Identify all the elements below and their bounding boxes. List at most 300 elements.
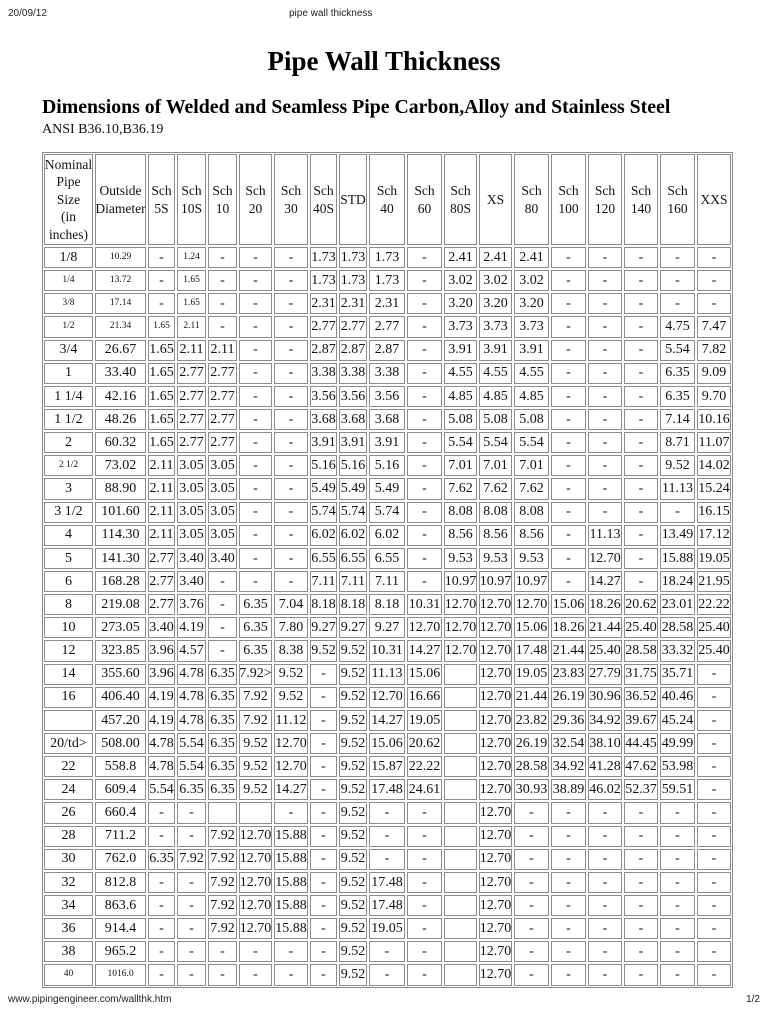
wall-thickness-cell: 12.70 — [479, 826, 512, 847]
wall-thickness-cell: 12.70 — [479, 617, 512, 638]
wall-thickness-cell: 26.19 — [551, 687, 586, 708]
wall-thickness-cell: - — [274, 941, 308, 962]
nominal-pipe-size-cell: 3/8 — [44, 293, 93, 314]
wall-thickness-cell: - — [239, 571, 272, 592]
wall-thickness-cell: - — [514, 895, 549, 916]
wall-thickness-cell: 6.35 — [660, 386, 695, 407]
wall-thickness-cell: 5.54 — [660, 340, 695, 361]
nominal-pipe-size-cell: 1/4 — [44, 270, 93, 291]
wall-thickness-cell — [239, 802, 272, 823]
wall-thickness-cell: 6.02 — [339, 525, 367, 546]
wall-thickness-cell: - — [239, 340, 272, 361]
outside-diameter-cell: 711.2 — [95, 826, 146, 847]
wall-thickness-cell: - — [208, 640, 237, 661]
wall-thickness-cell: 17.12 — [697, 525, 731, 546]
wall-thickness-cell: - — [588, 826, 622, 847]
nominal-pipe-size-cell: 5 — [44, 548, 93, 569]
wall-thickness-cell: 2.31 — [369, 293, 405, 314]
wall-thickness-cell: - — [369, 849, 405, 870]
wall-thickness-cell: 2.77 — [148, 548, 175, 569]
wall-thickness-cell — [444, 918, 477, 939]
wall-thickness-cell: 9.52 — [339, 872, 367, 893]
wall-thickness-cell: - — [274, 478, 308, 499]
wall-thickness-cell: 5.49 — [339, 478, 367, 499]
wall-thickness-cell: 3.02 — [514, 270, 549, 291]
wall-thickness-cell: - — [551, 386, 586, 407]
outside-diameter-cell: 323.85 — [95, 640, 146, 661]
wall-thickness-cell: 49.99 — [660, 733, 695, 754]
wall-thickness-cell: 4.78 — [177, 664, 206, 685]
wall-thickness-cell: 31.75 — [624, 664, 658, 685]
wall-thickness-cell: 3.91 — [369, 432, 405, 453]
wall-thickness-cell: 9.52 — [310, 640, 337, 661]
wall-thickness-cell: 1.73 — [339, 270, 367, 291]
wall-thickness-cell: 9.52 — [339, 849, 367, 870]
wall-thickness-cell: - — [551, 802, 586, 823]
wall-thickness-cell: - — [407, 340, 442, 361]
wall-thickness-cell: 38.89 — [551, 779, 586, 800]
wall-thickness-cell: - — [310, 802, 337, 823]
wall-thickness-cell: 12.70 — [369, 687, 405, 708]
wall-thickness-cell: 9.52 — [339, 779, 367, 800]
wall-thickness-cell: 7.62 — [444, 478, 477, 499]
wall-thickness-cell: 28.58 — [624, 640, 658, 661]
wall-thickness-cell: 3.96 — [148, 640, 175, 661]
nominal-pipe-size-cell: 6 — [44, 571, 93, 592]
wall-thickness-cell: 36.52 — [624, 687, 658, 708]
wall-thickness-cell: 2.77 — [177, 386, 206, 407]
wall-thickness-cell: - — [624, 548, 658, 569]
wall-thickness-cell: - — [551, 340, 586, 361]
wall-thickness-cell: - — [697, 941, 731, 962]
wall-thickness-cell: 7.92 — [208, 918, 237, 939]
wall-thickness-cell: 2.11 — [148, 525, 175, 546]
wall-thickness-cell: 17.48 — [369, 895, 405, 916]
nominal-pipe-size-cell: 26 — [44, 802, 93, 823]
wall-thickness-cell: - — [239, 247, 272, 268]
wall-thickness-table — [42, 152, 733, 988]
wall-thickness-cell: - — [208, 571, 237, 592]
wall-thickness-cell: 59.51 — [660, 779, 695, 800]
outside-diameter-cell: 660.4 — [95, 802, 146, 823]
wall-thickness-cell: 10.31 — [369, 640, 405, 661]
wall-thickness-cell: 25.40 — [624, 617, 658, 638]
wall-thickness-cell: 9.09 — [697, 363, 731, 384]
wall-thickness-cell: 27.79 — [588, 664, 622, 685]
wall-thickness-cell — [208, 802, 237, 823]
wall-thickness-cell — [444, 687, 477, 708]
wall-thickness-cell: 1.73 — [310, 270, 337, 291]
nominal-pipe-size-cell — [44, 710, 93, 731]
wall-thickness-cell: 21.95 — [697, 571, 731, 592]
wall-thickness-cell: 5.54 — [148, 779, 175, 800]
wall-thickness-cell: 12.70 — [479, 802, 512, 823]
wall-thickness-cell: - — [697, 733, 731, 754]
wall-thickness-cell: 12.70 — [479, 710, 512, 731]
wall-thickness-cell — [444, 779, 477, 800]
wall-thickness-cell: 12.70 — [479, 687, 512, 708]
wall-thickness-cell: 20.62 — [624, 594, 658, 615]
wall-thickness-cell: 7.04 — [274, 594, 308, 615]
wall-thickness-cell: - — [697, 849, 731, 870]
wall-thickness-cell: 2.87 — [369, 340, 405, 361]
wall-thickness-cell: - — [177, 964, 206, 985]
wall-thickness-cell: - — [697, 664, 731, 685]
wall-thickness-cell: - — [588, 849, 622, 870]
wall-thickness-cell: 16.66 — [407, 687, 442, 708]
wall-thickness-cell: - — [148, 270, 175, 291]
wall-thickness-cell: 26.19 — [514, 733, 549, 754]
wall-thickness-cell: - — [239, 964, 272, 985]
column-header-sch-10s: Sch 10S — [177, 154, 206, 245]
wall-thickness-cell: - — [660, 826, 695, 847]
wall-thickness-cell: - — [148, 895, 175, 916]
wall-thickness-cell: 3.05 — [208, 525, 237, 546]
wall-thickness-cell: - — [407, 571, 442, 592]
wall-thickness-cell: 2.31 — [339, 293, 367, 314]
wall-thickness-cell: 2.77 — [177, 409, 206, 430]
wall-thickness-cell: - — [239, 363, 272, 384]
wall-thickness-cell: - — [697, 247, 731, 268]
wall-thickness-cell: 3.73 — [514, 316, 549, 337]
wall-thickness-cell: 12.70 — [239, 849, 272, 870]
wall-thickness-cell: - — [551, 872, 586, 893]
wall-thickness-cell: 19.05 — [697, 548, 731, 569]
wall-thickness-cell: 6.35 — [208, 687, 237, 708]
wall-thickness-cell: - — [514, 941, 549, 962]
wall-thickness-cell: - — [514, 802, 549, 823]
wall-thickness-cell: 7.01 — [514, 455, 549, 476]
outside-diameter-cell: 141.30 — [95, 548, 146, 569]
wall-thickness-cell: - — [239, 432, 272, 453]
wall-thickness-cell: - — [274, 455, 308, 476]
wall-thickness-cell: 6.55 — [369, 548, 405, 569]
wall-thickness-cell: - — [148, 802, 175, 823]
wall-thickness-cell: 12.70 — [479, 640, 512, 661]
wall-thickness-cell: - — [660, 270, 695, 291]
wall-thickness-cell: 9.52 — [339, 710, 367, 731]
wall-thickness-cell: - — [588, 918, 622, 939]
wall-thickness-cell: 7.14 — [660, 409, 695, 430]
wall-thickness-cell: 9.53 — [479, 548, 512, 569]
wall-thickness-cell: - — [514, 826, 549, 847]
wall-thickness-cell: 3.56 — [339, 386, 367, 407]
wall-thickness-cell: - — [274, 340, 308, 361]
wall-thickness-cell: 5.08 — [444, 409, 477, 430]
wall-thickness-cell: 2.87 — [310, 340, 337, 361]
wall-thickness-cell: - — [239, 478, 272, 499]
wall-thickness-cell: 8.18 — [369, 594, 405, 615]
wall-thickness-cell: 7.92 — [177, 849, 206, 870]
wall-thickness-cell: 4.78 — [177, 710, 206, 731]
wall-thickness-cell: - — [239, 502, 272, 523]
wall-thickness-cell: - — [239, 525, 272, 546]
wall-thickness-cell: 12.70 — [479, 941, 512, 962]
wall-thickness-cell: - — [624, 478, 658, 499]
wall-thickness-cell: - — [208, 293, 237, 314]
wall-thickness-cell: 35.71 — [660, 664, 695, 685]
wall-thickness-cell: 5.49 — [310, 478, 337, 499]
wall-thickness-cell: 12.70 — [479, 964, 512, 985]
standard-reference: ANSI B36.10,B36.19 — [42, 122, 164, 137]
wall-thickness-cell: 3.02 — [479, 270, 512, 291]
wall-thickness-cell: 39.67 — [624, 710, 658, 731]
wall-thickness-cell: 14.02 — [697, 455, 731, 476]
wall-thickness-cell: 15.06 — [369, 733, 405, 754]
wall-thickness-cell: 12.70 — [479, 594, 512, 615]
wall-thickness-cell: 11.13 — [660, 478, 695, 499]
wall-thickness-cell: 6.55 — [339, 548, 367, 569]
wall-thickness-cell: - — [514, 849, 549, 870]
wall-thickness-cell: 1.24 — [177, 247, 206, 268]
wall-thickness-cell: 7.92 — [208, 895, 237, 916]
wall-thickness-cell: - — [208, 594, 237, 615]
wall-thickness-cell: 18.26 — [551, 617, 586, 638]
wall-thickness-cell: 7.11 — [310, 571, 337, 592]
wall-thickness-cell: 2.11 — [148, 455, 175, 476]
wall-thickness-cell: 12.70 — [588, 548, 622, 569]
wall-thickness-cell — [444, 964, 477, 985]
column-header-sch-80: Sch 80 — [514, 154, 549, 245]
wall-thickness-cell: - — [624, 895, 658, 916]
wall-thickness-cell: 1.65 — [177, 293, 206, 314]
wall-thickness-cell: 4.85 — [479, 386, 512, 407]
wall-thickness-cell: 2.31 — [310, 293, 337, 314]
wall-thickness-cell: 2.77 — [208, 363, 237, 384]
wall-thickness-cell: 3.40 — [208, 548, 237, 569]
wall-thickness-cell: - — [660, 293, 695, 314]
wall-thickness-cell: 11.12 — [274, 710, 308, 731]
wall-thickness-cell: 3.73 — [479, 316, 512, 337]
wall-thickness-cell: - — [407, 409, 442, 430]
wall-thickness-cell: - — [369, 964, 405, 985]
nominal-pipe-size-cell: 16 — [44, 687, 93, 708]
wall-thickness-cell: - — [624, 247, 658, 268]
wall-thickness-cell: 7.62 — [514, 478, 549, 499]
wall-thickness-cell: - — [551, 316, 586, 337]
wall-thickness-cell: 8.18 — [310, 594, 337, 615]
wall-thickness-cell: 6.35 — [177, 779, 206, 800]
wall-thickness-cell: - — [624, 849, 658, 870]
wall-thickness-cell: 3.05 — [177, 525, 206, 546]
wall-thickness-cell: - — [208, 247, 237, 268]
wall-thickness-cell: - — [551, 826, 586, 847]
nominal-pipe-size-cell: 10 — [44, 617, 93, 638]
wall-thickness-cell: 25.40 — [588, 640, 622, 661]
wall-thickness-cell: - — [177, 895, 206, 916]
wall-thickness-cell: 30.96 — [588, 687, 622, 708]
wall-thickness-cell: - — [697, 964, 731, 985]
wall-thickness-cell: 14.27 — [369, 710, 405, 731]
nominal-pipe-size-cell: 34 — [44, 895, 93, 916]
wall-thickness-cell: 30.93 — [514, 779, 549, 800]
wall-thickness-cell: - — [310, 895, 337, 916]
wall-thickness-cell: 6.35 — [148, 849, 175, 870]
wall-thickness-cell: 11.13 — [369, 664, 405, 685]
wall-thickness-cell: 12.70 — [479, 756, 512, 777]
wall-thickness-cell: 12.70 — [479, 849, 512, 870]
wall-thickness-cell: - — [274, 386, 308, 407]
outside-diameter-cell: 17.14 — [95, 293, 146, 314]
nominal-pipe-size-cell: 3 — [44, 478, 93, 499]
wall-thickness-cell: - — [697, 293, 731, 314]
wall-thickness-cell: 44.45 — [624, 733, 658, 754]
wall-thickness-cell: - — [660, 247, 695, 268]
wall-thickness-cell: 34.92 — [551, 756, 586, 777]
wall-thickness-cell: - — [208, 617, 237, 638]
wall-thickness-cell: - — [148, 918, 175, 939]
wall-thickness-cell: - — [588, 247, 622, 268]
wall-thickness-cell: 6.02 — [310, 525, 337, 546]
wall-thickness-cell: 3.20 — [479, 293, 512, 314]
wall-thickness-cell: - — [624, 802, 658, 823]
outside-diameter-cell: 558.8 — [95, 756, 146, 777]
wall-thickness-cell: - — [551, 502, 586, 523]
wall-thickness-cell: - — [588, 432, 622, 453]
outside-diameter-cell: 101.60 — [95, 502, 146, 523]
wall-thickness-cell: 3.05 — [208, 455, 237, 476]
wall-thickness-cell: - — [551, 941, 586, 962]
outside-diameter-cell: 863.6 — [95, 895, 146, 916]
wall-thickness-cell: - — [310, 733, 337, 754]
wall-thickness-cell: - — [407, 849, 442, 870]
wall-thickness-cell: - — [551, 247, 586, 268]
wall-thickness-cell: - — [274, 270, 308, 291]
wall-thickness-cell: - — [274, 363, 308, 384]
wall-thickness-cell: 4.55 — [514, 363, 549, 384]
wall-thickness-cell: 4.19 — [177, 617, 206, 638]
nominal-pipe-size-cell: 32 — [44, 872, 93, 893]
wall-thickness-cell: 1.65 — [148, 386, 175, 407]
wall-thickness-cell: - — [239, 293, 272, 314]
outside-diameter-cell: 609.4 — [95, 779, 146, 800]
wall-thickness-cell: - — [697, 756, 731, 777]
wall-thickness-cell: 23.01 — [660, 594, 695, 615]
wall-thickness-cell: - — [624, 525, 658, 546]
wall-thickness-cell: - — [274, 548, 308, 569]
nominal-pipe-size-cell: 20/td> — [44, 733, 93, 754]
wall-thickness-cell: 11.13 — [588, 525, 622, 546]
column-header-nominal-pipe-size-in-inches: Nominal Pipe Size (in inches) — [44, 154, 93, 245]
wall-thickness-cell: 5.08 — [514, 409, 549, 430]
column-header-xxs: XXS — [697, 154, 731, 245]
wall-thickness-cell: 12.70 — [479, 779, 512, 800]
wall-thickness-cell: - — [588, 293, 622, 314]
wall-thickness-cell: 15.88 — [274, 826, 308, 847]
wall-thickness-cell: 4.19 — [148, 687, 175, 708]
wall-thickness-cell: 23.82 — [514, 710, 549, 731]
wall-thickness-cell: - — [551, 293, 586, 314]
wall-thickness-cell: 33.32 — [660, 640, 695, 661]
nominal-pipe-size-cell: 3 1/2 — [44, 502, 93, 523]
wall-thickness-cell: 21.44 — [551, 640, 586, 661]
wall-thickness-cell: 1.65 — [148, 340, 175, 361]
wall-thickness-cell: 41.28 — [588, 756, 622, 777]
wall-thickness-cell: 3.56 — [369, 386, 405, 407]
wall-thickness-cell: 2.77 — [339, 316, 367, 337]
wall-thickness-cell: - — [274, 316, 308, 337]
wall-thickness-cell: 53.98 — [660, 756, 695, 777]
wall-thickness-cell: 40.46 — [660, 687, 695, 708]
wall-thickness-cell: 1.65 — [148, 316, 175, 337]
wall-thickness-cell: - — [239, 548, 272, 569]
wall-thickness-cell: - — [310, 779, 337, 800]
wall-thickness-cell: - — [407, 802, 442, 823]
wall-thickness-cell: - — [660, 872, 695, 893]
column-header-sch-60: Sch 60 — [407, 154, 442, 245]
wall-thickness-cell: - — [697, 872, 731, 893]
wall-thickness-cell: 5.54 — [177, 756, 206, 777]
wall-thickness-cell: 3.68 — [369, 409, 405, 430]
outside-diameter-cell: 33.40 — [95, 363, 146, 384]
wall-thickness-cell: 12.70 — [479, 895, 512, 916]
wall-thickness-cell: 1.73 — [369, 270, 405, 291]
wall-thickness-cell: 9.52 — [339, 733, 367, 754]
wall-thickness-cell: - — [660, 802, 695, 823]
wall-thickness-cell: 2.77 — [208, 409, 237, 430]
nominal-pipe-size-cell: 14 — [44, 664, 93, 685]
wall-thickness-cell: 3.05 — [177, 502, 206, 523]
wall-thickness-cell: - — [407, 455, 442, 476]
wall-thickness-cell: - — [697, 802, 731, 823]
wall-thickness-cell: 18.26 — [588, 594, 622, 615]
wall-thickness-cell: 3.91 — [479, 340, 512, 361]
wall-thickness-cell: - — [407, 293, 442, 314]
wall-thickness-cell: 19.05 — [369, 918, 405, 939]
wall-thickness-cell: - — [310, 918, 337, 939]
wall-thickness-cell: 2.77 — [310, 316, 337, 337]
wall-thickness-cell: 3.91 — [339, 432, 367, 453]
wall-thickness-cell: 1.73 — [369, 247, 405, 268]
wall-thickness-cell: 14.27 — [588, 571, 622, 592]
wall-thickness-cell: 34.92 — [588, 710, 622, 731]
nominal-pipe-size-cell: 1 1/4 — [44, 386, 93, 407]
wall-thickness-cell: 7.82 — [697, 340, 731, 361]
nominal-pipe-size-cell: 8 — [44, 594, 93, 615]
column-header-sch-160: Sch 160 — [660, 154, 695, 245]
wall-thickness-cell: 5.54 — [479, 432, 512, 453]
wall-thickness-cell: - — [624, 964, 658, 985]
wall-thickness-cell: 6.35 — [239, 617, 272, 638]
wall-thickness-cell: 7.92 — [239, 687, 272, 708]
wall-thickness-cell: 4.55 — [444, 363, 477, 384]
wall-thickness-cell: 4.78 — [148, 756, 175, 777]
wall-thickness-cell: 3.91 — [514, 340, 549, 361]
wall-thickness-cell: 5.16 — [369, 455, 405, 476]
wall-thickness-cell: 12.70 — [407, 617, 442, 638]
wall-thickness-cell: - — [148, 964, 175, 985]
wall-thickness-cell: - — [274, 409, 308, 430]
wall-thickness-cell: - — [588, 502, 622, 523]
column-header-sch-100: Sch 100 — [551, 154, 586, 245]
wall-thickness-cell: 3.38 — [339, 363, 367, 384]
wall-thickness-cell: 7.92 — [208, 872, 237, 893]
wall-thickness-cell: 12.70 — [479, 664, 512, 685]
wall-thickness-cell: 15.88 — [274, 895, 308, 916]
wall-thickness-cell: 9.70 — [697, 386, 731, 407]
wall-thickness-cell: 7.80 — [274, 617, 308, 638]
wall-thickness-cell: 15.88 — [274, 918, 308, 939]
wall-thickness-cell: - — [551, 432, 586, 453]
column-header-sch-5s: Sch 5S — [148, 154, 175, 245]
column-header-std: STD — [339, 154, 367, 245]
wall-thickness-cell: 10.97 — [514, 571, 549, 592]
wall-thickness-cell: - — [551, 964, 586, 985]
wall-thickness-cell: 4.19 — [148, 710, 175, 731]
wall-thickness-cell: 12.70 — [239, 826, 272, 847]
wall-thickness-cell: - — [551, 455, 586, 476]
wall-thickness-cell: - — [239, 455, 272, 476]
